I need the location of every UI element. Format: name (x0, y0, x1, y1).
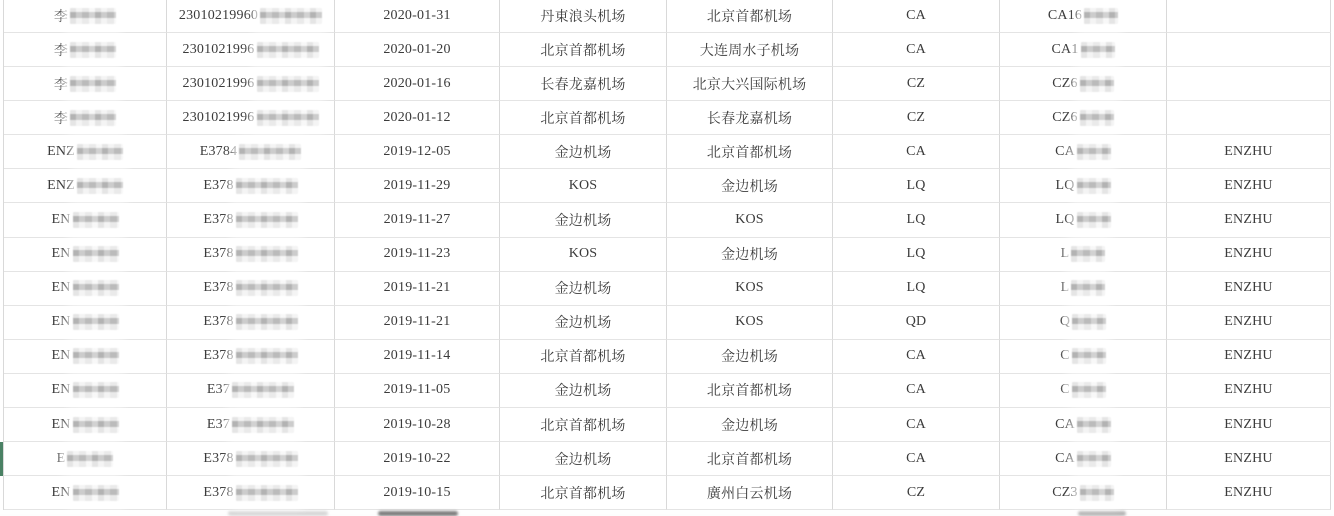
id-number-text: E378 (203, 450, 234, 466)
id-number-text: E37 (206, 416, 231, 432)
cell-id-number[interactable] (167, 374, 335, 408)
flight-date-text: 2019-11-29 (383, 177, 451, 193)
cell-tag[interactable] (1167, 238, 1331, 272)
cell-arrival-airport[interactable] (667, 67, 833, 101)
cell-passenger-name[interactable] (4, 67, 167, 101)
cell-id-number[interactable] (167, 442, 335, 476)
id-number-text: E378 (203, 177, 234, 193)
cell-arrival-airport[interactable] (667, 340, 833, 374)
cell-airline-code[interactable] (833, 476, 1000, 510)
cell-id-number[interactable] (167, 169, 335, 203)
cell-id-number[interactable] (167, 238, 335, 272)
cell-id-number[interactable] (167, 340, 335, 374)
airline-code-text: CZ (906, 75, 926, 91)
cell-id-number[interactable] (167, 135, 335, 169)
censor-mosaic-flight (1071, 246, 1105, 262)
id-number-text: E378 (203, 484, 234, 500)
cell-departure-airport[interactable] (500, 135, 667, 169)
censor-mosaic-name (73, 280, 119, 296)
table-row (4, 101, 1331, 135)
departure-airport-text: 金边机场 (554, 214, 612, 230)
cell-departure-airport[interactable] (500, 67, 667, 101)
cell-arrival-airport[interactable] (667, 238, 833, 272)
censor-mosaic-id (236, 178, 298, 194)
cell-flight-date[interactable] (335, 169, 500, 203)
passenger-name-text: EN (51, 382, 71, 398)
censor-mosaic-id (239, 144, 301, 160)
cell-arrival-airport[interactable] (667, 272, 833, 306)
cell-airline-code[interactable] (833, 238, 1000, 272)
censor-mosaic-flight (1080, 76, 1114, 92)
airline-code-text: CZ (906, 109, 926, 125)
departure-airport-text: 北京首都机场 (540, 350, 626, 366)
censor-mosaic-flight (1072, 314, 1106, 330)
tag-text: ENZHU (1224, 314, 1273, 330)
cell-id-number[interactable] (167, 476, 335, 510)
cell-id-number[interactable] (167, 67, 335, 101)
flight-date-text: 2019-10-28 (383, 416, 451, 432)
cell-arrival-airport[interactable] (667, 306, 833, 340)
censor-mosaic-name (70, 8, 116, 24)
flight-date-text: 2019-10-22 (383, 450, 451, 466)
cell-flight-number[interactable] (1000, 135, 1167, 169)
airline-code-text: CA (906, 143, 926, 159)
cell-departure-airport[interactable] (500, 203, 667, 237)
table-row (4, 442, 1331, 476)
passenger-name-text: ENZ (47, 143, 75, 159)
arrival-airport-text: 北京首都机场 (706, 452, 793, 468)
cell-flight-date[interactable] (335, 272, 500, 306)
airline-code-text: CA (906, 8, 926, 23)
passenger-name-text: EN (51, 484, 71, 500)
censor-mosaic-flight (1077, 451, 1111, 467)
cell-arrival-airport[interactable] (667, 476, 833, 510)
censor-mosaic-id (236, 348, 298, 364)
id-number-text: 2301021996 (182, 109, 255, 125)
table-row (4, 0, 1331, 33)
cell-departure-airport[interactable] (500, 238, 667, 272)
table-row (4, 408, 1331, 442)
cell-passenger-name[interactable] (4, 135, 167, 169)
cell-flight-number[interactable] (1000, 67, 1167, 101)
cell-id-number[interactable] (167, 272, 335, 306)
cell-flight-number[interactable] (1000, 408, 1167, 442)
table-row (4, 67, 1331, 101)
flight-number-text: CZ3 (1052, 484, 1078, 500)
censor-mosaic-id (257, 42, 319, 58)
flight-number-text: CA (1055, 416, 1075, 432)
cell-flight-date[interactable] (335, 442, 500, 476)
cell-departure-airport[interactable] (500, 272, 667, 306)
cell-id-number[interactable] (167, 408, 335, 442)
cell-flight-number[interactable] (1000, 442, 1167, 476)
censor-mosaic-name (77, 178, 123, 194)
censor-mosaic-id (236, 451, 298, 467)
cell-flight-number[interactable] (1000, 33, 1167, 67)
cell-airline-code[interactable] (833, 340, 1000, 374)
arrival-airport-text: KOS (735, 314, 764, 330)
passenger-name-text: EN (51, 348, 71, 364)
cell-passenger-name[interactable] (4, 238, 167, 272)
departure-airport-text: KOS (568, 246, 598, 262)
cell-flight-date[interactable] (335, 306, 500, 340)
id-number-text: E378 (203, 280, 234, 296)
airline-code-text: LQ (906, 212, 926, 228)
cell-airline-code[interactable] (833, 442, 1000, 476)
cell-tag[interactable] (1167, 101, 1331, 135)
cell-airline-code[interactable] (833, 0, 1000, 33)
table-row (4, 476, 1331, 510)
cell-airline-code[interactable] (833, 33, 1000, 67)
censor-mosaic-name (73, 212, 119, 228)
departure-airport-text: 金边机场 (554, 282, 612, 298)
censor-mosaic-name (73, 314, 119, 330)
id-number-text: E378 (203, 212, 234, 228)
id-number-text: 2301021996 (182, 41, 255, 57)
cell-flight-number[interactable] (1000, 169, 1167, 203)
cell-departure-airport[interactable] (500, 306, 667, 340)
cell-flight-number[interactable] (1000, 374, 1167, 408)
departure-airport-text: KOS (568, 177, 598, 193)
tag-text: ENZHU (1224, 382, 1273, 398)
censor-mosaic-flight (1080, 485, 1114, 501)
passenger-name-text: EN (51, 246, 71, 262)
cell-tag[interactable] (1167, 135, 1331, 169)
tag-text: ENZHU (1224, 143, 1273, 159)
cell-passenger-name[interactable] (4, 0, 167, 33)
cell-flight-date[interactable] (335, 408, 500, 442)
flight-date-text: 2019-11-27 (383, 212, 451, 228)
cell-flight-number[interactable] (1000, 306, 1167, 340)
flight-number-text: CA1 (1051, 41, 1079, 57)
cell-tag[interactable] (1167, 33, 1331, 67)
id-number-text: E378 (203, 348, 234, 364)
cell-flight-date[interactable] (335, 33, 500, 67)
censor-mosaic-name (77, 144, 123, 160)
cell-flight-date[interactable] (335, 476, 500, 510)
flight-number-text: Q (1059, 314, 1071, 330)
cell-id-number[interactable] (167, 0, 335, 33)
arrival-airport-text: 金边机场 (721, 350, 778, 366)
cell-passenger-name[interactable] (4, 408, 167, 442)
airline-code-text: CA (906, 416, 926, 432)
cell-airline-code[interactable] (833, 306, 1000, 340)
cell-tag[interactable] (1167, 476, 1331, 510)
flight-number-text: C (1060, 348, 1070, 364)
cell-flight-date[interactable] (335, 101, 500, 135)
flight-date-text: 2020-01-12 (383, 109, 451, 125)
flight-date-text: 2020-01-31 (383, 8, 451, 23)
cell-passenger-name[interactable] (4, 203, 167, 237)
arrival-airport-text: KOS (735, 280, 764, 296)
tag-text: ENZHU (1224, 450, 1273, 466)
tag-text: ENZHU (1224, 484, 1273, 500)
cell-airline-code[interactable] (833, 374, 1000, 408)
flight-date-text: 2019-10-15 (383, 484, 451, 500)
cell-flight-date[interactable] (335, 203, 500, 237)
cell-tag[interactable] (1167, 272, 1331, 306)
cell-id-number[interactable] (167, 101, 335, 135)
flight-number-text: CZ6 (1052, 75, 1078, 91)
arrival-airport-text: 金边机场 (721, 179, 778, 195)
cell-arrival-airport[interactable] (667, 408, 833, 442)
censor-mosaic-id (236, 485, 298, 501)
cell-arrival-airport[interactable] (667, 0, 833, 33)
cell-tag[interactable] (1167, 67, 1331, 101)
cell-airline-code[interactable] (833, 135, 1000, 169)
cell-id-number[interactable] (167, 203, 335, 237)
censor-mosaic-id (257, 110, 319, 126)
censor-mosaic-flight (1077, 212, 1111, 228)
airline-code-text: CA (906, 382, 926, 398)
cell-airline-code[interactable] (833, 408, 1000, 442)
departure-airport-text: 北京首都机场 (540, 486, 626, 502)
flight-number-text: LQ (1055, 212, 1075, 228)
cell-flight-number[interactable] (1000, 0, 1167, 33)
tag-text: ENZHU (1224, 212, 1273, 228)
cell-passenger-name[interactable] (4, 306, 167, 340)
flight-number-text: CA (1055, 143, 1075, 159)
censor-mosaic-id (232, 382, 294, 398)
cell-flight-date[interactable] (335, 135, 500, 169)
flight-date-text: 2019-11-14 (383, 348, 451, 364)
censor-mosaic-flight (1077, 144, 1111, 160)
flight-number-text: CZ6 (1052, 109, 1078, 125)
censor-mosaic-flight (1077, 178, 1111, 194)
flight-number-text: L (1060, 280, 1070, 296)
cell-flight-number[interactable] (1000, 272, 1167, 306)
id-number-text: E378 (203, 314, 234, 330)
flight-date-text: 2019-11-23 (383, 246, 451, 262)
cell-airline-code[interactable] (833, 67, 1000, 101)
passenger-name-text: 李 (53, 10, 69, 25)
table-row (4, 203, 1331, 237)
departure-airport-text: 金边机场 (554, 316, 612, 332)
cell-passenger-name[interactable] (4, 340, 167, 374)
table-row (4, 340, 1331, 374)
cell-flight-date[interactable] (335, 67, 500, 101)
censor-mosaic-id (260, 8, 322, 24)
departure-airport-text: 金边机场 (554, 452, 612, 468)
tag-text: ENZHU (1224, 246, 1273, 262)
arrival-airport-text: 大连周水子机场 (699, 43, 800, 59)
passenger-name-text: EN (51, 212, 71, 228)
flight-number-text: CA (1055, 450, 1075, 466)
table-row (4, 272, 1331, 306)
cell-passenger-name[interactable] (4, 169, 167, 203)
departure-airport-text: 北京首都机场 (540, 111, 626, 127)
cell-passenger-name[interactable] (4, 476, 167, 510)
cell-departure-airport[interactable] (500, 101, 667, 135)
departure-airport-text: 北京首都机场 (540, 418, 626, 434)
censor-mosaic-id (236, 314, 298, 330)
cell-flight-number[interactable] (1000, 203, 1167, 237)
cell-tag[interactable] (1167, 442, 1331, 476)
censor-mosaic-name (73, 348, 119, 364)
censor-mosaic-name (73, 417, 119, 433)
id-number-text: E3784 (199, 143, 238, 159)
passenger-name-text: E (56, 450, 66, 466)
cell-id-number[interactable] (167, 306, 335, 340)
cell-flight-date[interactable] (335, 340, 500, 374)
censor-mosaic-flight (1080, 110, 1114, 126)
departure-airport-text: 长春龙嘉机场 (540, 77, 626, 93)
censor-mosaic-name (73, 246, 119, 262)
table-row (4, 33, 1331, 67)
cell-departure-airport[interactable] (500, 442, 667, 476)
flight-date-text: 2019-11-05 (383, 382, 451, 398)
cell-tag[interactable] (1167, 408, 1331, 442)
table-row (4, 169, 1331, 203)
cell-passenger-name[interactable] (4, 33, 167, 67)
passenger-name-text: 李 (53, 111, 69, 127)
censor-mosaic-name (73, 485, 119, 501)
cell-flight-date[interactable] (335, 238, 500, 272)
cell-departure-airport[interactable] (500, 169, 667, 203)
flight-date-text: 2020-01-16 (383, 75, 451, 91)
arrival-airport-text: 北京首都机场 (706, 384, 793, 400)
flight-number-text: LQ (1055, 177, 1075, 193)
flight-date-text: 2019-12-05 (383, 143, 451, 159)
cell-passenger-name[interactable] (4, 442, 167, 476)
cell-departure-airport[interactable] (500, 476, 667, 510)
flight-number-text: C (1060, 382, 1070, 398)
cell-tag[interactable] (1167, 203, 1331, 237)
cell-arrival-airport[interactable] (667, 33, 833, 67)
cell-arrival-airport[interactable] (667, 101, 833, 135)
cell-tag[interactable] (1167, 169, 1331, 203)
passenger-name-text: ENZ (47, 177, 75, 193)
airline-code-text: QD (905, 314, 927, 330)
arrival-airport-text: 北京首都机场 (706, 10, 793, 25)
cell-departure-airport[interactable] (500, 408, 667, 442)
id-number-text: 2301021996 (182, 75, 255, 91)
table-row (4, 374, 1331, 408)
arrival-airport-text: 长春龙嘉机场 (706, 111, 793, 127)
cell-airline-code[interactable] (833, 169, 1000, 203)
censor-mosaic-id (232, 417, 294, 433)
cell-passenger-name[interactable] (4, 101, 167, 135)
cell-airline-code[interactable] (833, 272, 1000, 306)
passenger-name-text: EN (51, 416, 71, 432)
tag-text: ENZHU (1224, 177, 1273, 193)
arrival-airport-text: KOS (735, 212, 764, 228)
censor-mosaic-flight (1071, 280, 1105, 296)
airline-code-text: CA (906, 41, 926, 57)
cell-passenger-name[interactable] (4, 272, 167, 306)
cell-flight-date[interactable] (335, 0, 500, 33)
cell-arrival-airport[interactable] (667, 135, 833, 169)
cell-tag[interactable] (1167, 340, 1331, 374)
censor-mosaic-id (236, 246, 298, 262)
censor-mosaic-name (73, 382, 119, 398)
censor-mosaic-name (67, 451, 113, 467)
next-row-peek (0, 510, 1334, 514)
censor-mosaic-name (70, 110, 116, 126)
cell-flight-number[interactable] (1000, 340, 1167, 374)
departure-airport-text: 北京首都机场 (540, 43, 626, 59)
censor-mosaic-flight (1072, 382, 1106, 398)
censor-mosaic-id (257, 76, 319, 92)
cell-airline-code[interactable] (833, 203, 1000, 237)
cell-arrival-airport[interactable] (667, 442, 833, 476)
table-row (4, 306, 1331, 340)
passenger-name-text: 李 (53, 77, 69, 93)
passenger-name-text: EN (51, 314, 71, 330)
departure-airport-text: 丹東浪头机场 (540, 10, 626, 25)
passenger-name-text: EN (51, 280, 71, 296)
table-row (4, 238, 1331, 272)
flight-date-text: 2019-11-21 (383, 314, 451, 330)
censor-mosaic-flight (1084, 8, 1118, 24)
flight-number-text: CA16 (1047, 8, 1083, 23)
cell-flight-number[interactable] (1000, 476, 1167, 510)
flight-date-text: 2020-01-20 (383, 41, 451, 57)
arrival-airport-text: 金边机场 (721, 418, 778, 434)
censor-mosaic-id (236, 212, 298, 228)
passenger-name-text: 李 (53, 43, 69, 59)
airline-code-text: CA (906, 348, 926, 364)
table-row (4, 135, 1331, 169)
cell-departure-airport[interactable] (500, 33, 667, 67)
airline-code-text: CZ (906, 484, 926, 500)
id-number-text: E37 (206, 382, 231, 398)
censor-mosaic-name (70, 42, 116, 58)
id-number-text: 23010219960 (178, 8, 259, 23)
cell-flight-number[interactable] (1000, 238, 1167, 272)
cell-departure-airport[interactable] (500, 374, 667, 408)
cell-airline-code[interactable] (833, 101, 1000, 135)
cell-arrival-airport[interactable] (667, 203, 833, 237)
cell-arrival-airport[interactable] (667, 169, 833, 203)
flight-date-text: 2019-11-21 (383, 280, 451, 296)
selected-row-indicator (0, 442, 3, 476)
airline-code-text: CA (906, 450, 926, 466)
tag-text: ENZHU (1224, 416, 1273, 432)
flight-number-text: L (1060, 246, 1070, 262)
cell-tag[interactable] (1167, 0, 1331, 33)
flight-records-table (3, 0, 1331, 510)
departure-airport-text: 金边机场 (554, 384, 612, 400)
id-number-text: E378 (203, 246, 234, 262)
censor-mosaic-name (70, 76, 116, 92)
airline-code-text: LQ (906, 246, 926, 262)
airline-code-text: LQ (906, 177, 926, 193)
arrival-airport-text: 廣州白云机场 (706, 486, 793, 502)
cell-arrival-airport[interactable] (667, 374, 833, 408)
arrival-airport-text: 金边机场 (721, 248, 778, 264)
cell-id-number[interactable] (167, 33, 335, 67)
censor-mosaic-flight (1077, 417, 1111, 433)
arrival-airport-text: 北京首都机场 (706, 145, 793, 161)
airline-code-text: LQ (906, 280, 926, 296)
censor-mosaic-flight (1081, 42, 1115, 58)
cell-tag[interactable] (1167, 374, 1331, 408)
departure-airport-text: 金边机场 (554, 145, 612, 161)
tag-text: ENZHU (1224, 280, 1273, 296)
censor-mosaic-flight (1072, 348, 1106, 364)
tag-text: ENZHU (1224, 348, 1273, 364)
arrival-airport-text: 北京大兴国际机场 (692, 77, 807, 93)
cell-flight-date[interactable] (335, 374, 500, 408)
cell-passenger-name[interactable] (4, 374, 167, 408)
cell-tag[interactable] (1167, 306, 1331, 340)
cell-departure-airport[interactable] (500, 0, 667, 33)
censor-mosaic-id (236, 280, 298, 296)
cell-flight-number[interactable] (1000, 101, 1167, 135)
cell-departure-airport[interactable] (500, 340, 667, 374)
